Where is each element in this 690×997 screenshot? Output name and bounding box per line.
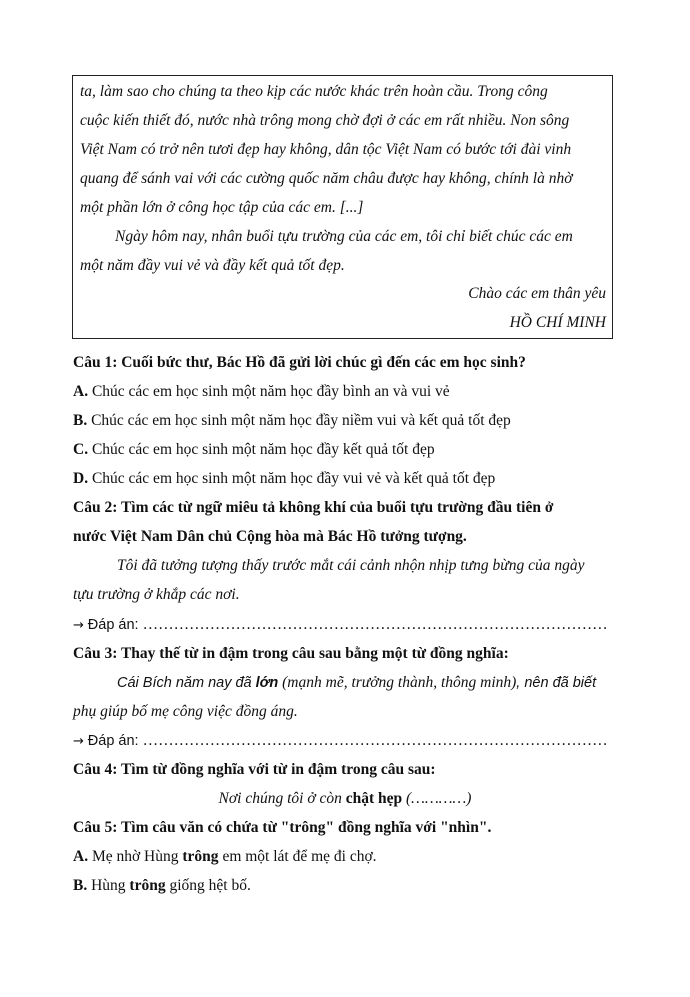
option-bold-word: trông (182, 848, 219, 865)
option-text: Chúc các em học sinh một năm học đầy vui vẻ và kết quả tốt đẹp (88, 470, 496, 487)
letter-line: một phần lớn ở công học tập của các em. [...] (80, 199, 364, 216)
arrow-icon: → (73, 734, 84, 749)
letter-line: Ngày hôm nay, nhân buổi tựu trường của các em, tôi chỉ biết chúc các em (115, 228, 573, 245)
q3-sentence-line-2: phụ giúp bố mẹ công việc đồng áng. (73, 703, 298, 720)
option-text-post: em một lát để mẹ đi chợ. (218, 848, 377, 865)
answer-blank[interactable]: ……………………………………………………………………………… (142, 616, 608, 633)
q3-answer-line[interactable] (73, 731, 608, 752)
q2-answer-line[interactable] (73, 615, 608, 636)
letter-excerpt-box (72, 75, 613, 339)
q4-bold-word: chật hẹp (345, 790, 403, 807)
q4-sentence (0, 789, 690, 809)
q4-sentence-pre: Nơi chúng tôi ở còn (218, 790, 346, 807)
letter-line: quang để sánh vai với các cường quốc năm châu được hay không, chính là nhờ (80, 170, 573, 187)
letter-signature: HỒ CHÍ MINH (509, 314, 606, 331)
q2-quote-line-2: tựu trường ở khắp các nơi. (73, 586, 240, 603)
q1-option-c[interactable] (73, 440, 435, 460)
answer-label: Đáp án: (87, 617, 143, 633)
question-2-line-1: Câu 2: Tìm các từ ngữ miêu tả không khí của buổi tựu trường đầu tiên ở (73, 499, 554, 516)
option-text-pre: Mẹ nhờ Hùng (88, 848, 183, 865)
letter-line: cuộc kiến thiết đó, nước nhà trông mong chờ đợi ở các em rất nhiều. Non sông (80, 112, 570, 129)
letter-line: Việt Nam có trở nên tươi đẹp hay không, dân tộc Việt Nam có bước tới đài vinh (80, 141, 572, 158)
option-letter: A. (73, 383, 89, 400)
q5-option-b[interactable] (73, 876, 251, 896)
option-text: Chúc các em học sinh một năm học đầy kết quả tốt đẹp (88, 441, 435, 458)
option-text-post: giống hệt bố. (165, 877, 251, 894)
question-1: Câu 1: Cuối bức thư, Bác Hồ đã gửi lời chúc gì đến các em học sinh? (73, 354, 526, 371)
answer-label: Đáp án: (87, 733, 143, 749)
q3-sentence-paren: (mạnh mẽ, trưởng thành, thông minh) (278, 674, 517, 691)
option-letter: A. (73, 848, 89, 865)
option-letter: C. (73, 441, 89, 458)
option-bold-word: trông (129, 877, 166, 894)
letter-closing: Chào các em thân yêu (468, 285, 606, 302)
option-text: Chúc các em học sinh một năm học đầy bình an và vui vẻ (88, 383, 450, 400)
q4-blank[interactable]: (…………) (402, 790, 472, 807)
q5-option-a[interactable] (73, 847, 377, 867)
question-2-line-2: nước Việt Nam Dân chủ Cộng hòa mà Bác Hồ tưởng tượng. (73, 528, 467, 545)
option-letter: B. (73, 412, 88, 429)
q3-sentence-pre: Cái Bích năm nay đã (117, 675, 256, 691)
letter-line: ta, làm sao cho chúng ta theo kịp các nước khác trên hoàn cầu. Trong công (80, 83, 548, 100)
q3-sentence-line-1 (117, 673, 596, 693)
option-text-pre: Hùng (87, 877, 130, 894)
question-4: Câu 4: Tìm từ đồng nghĩa với từ in đậm trong câu sau: (73, 761, 436, 778)
q1-option-a[interactable] (73, 382, 450, 402)
q1-option-b[interactable] (73, 411, 511, 431)
question-5: Câu 5: Tìm câu văn có chứa từ "trông" đồng nghĩa với "nhìn". (73, 819, 492, 836)
letter-line: một năm đầy vui vẻ và đầy kết quả tốt đẹp. (80, 257, 345, 274)
option-letter: D. (73, 470, 89, 487)
answer-blank[interactable]: ……………………………………………………………………………… (142, 732, 608, 749)
q2-quote-line-1: Tôi đã tưởng tượng thấy trước mắt cái cảnh nhộn nhịp tưng bừng của ngày (117, 557, 585, 574)
question-3: Câu 3: Thay thế từ in đậm trong câu sau bằng một từ đồng nghĩa: (73, 645, 509, 662)
option-text: Chúc các em học sinh một năm học đầy niềm vui và kết quả tốt đẹp (87, 412, 511, 429)
q3-sentence-post: , nên đã biết (516, 675, 597, 691)
q3-bold-word: lớn (255, 675, 279, 691)
option-letter: B. (73, 877, 88, 894)
q1-option-d[interactable] (73, 469, 495, 489)
arrow-icon: → (73, 618, 84, 633)
